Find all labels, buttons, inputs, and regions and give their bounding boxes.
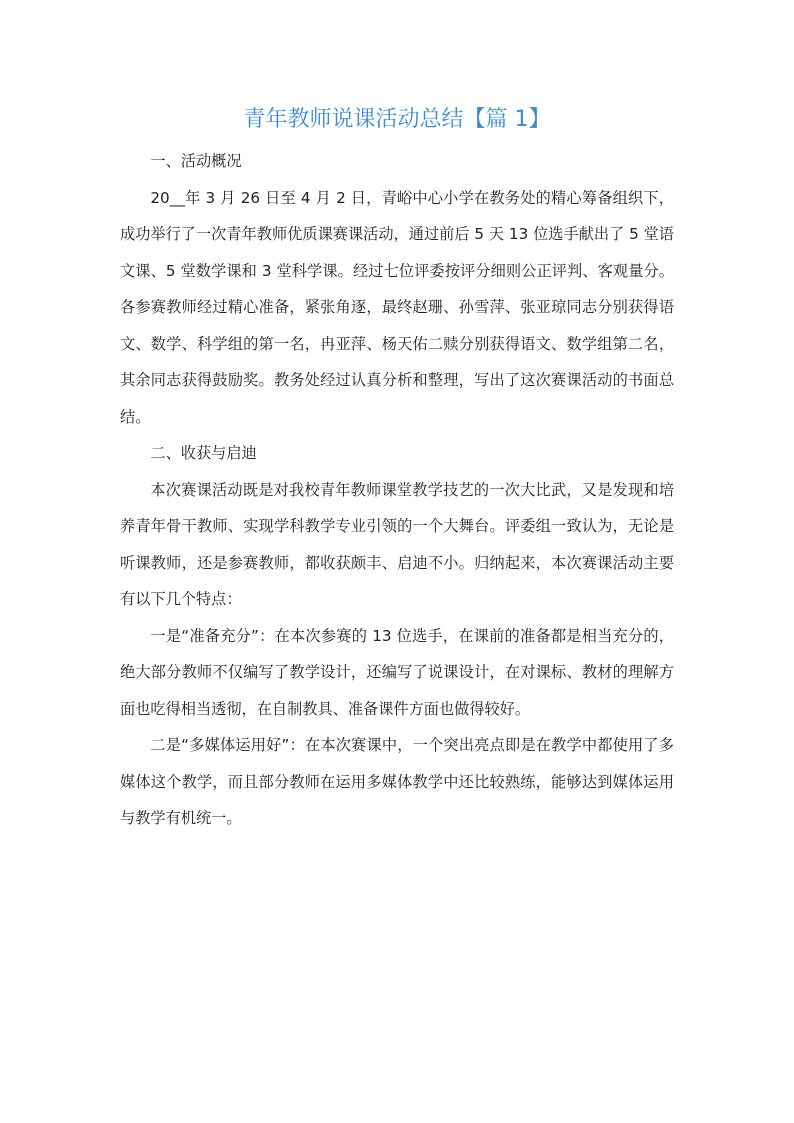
paragraph-gains-intro: 本次赛课活动既是对我校青年教师课堂教学技艺的一次大比武，又是发现和培养青年骨干教师、实现学科教学专业引领的一个大舞台。评委组一致认为，无论是听课教师，还是参赛教师，都收获颇丰、启迪不小。归纳起来，本次赛课活动主要有以下几个特点： [120, 480, 674, 608]
paragraph-point-two: 二是“多媒体运用好”：在本次赛课中，一个突出亮点即是在教学中都使用了多媒体这个教学，而且部分教师在运用多媒体教学中还比较熟练，能够达到媒体运用与教学有机统一。 [120, 736, 674, 827]
section-heading-gains: 二、收获与启迪 [150, 444, 257, 462]
paragraph-point-one: 一是“准备充分”：在本次参赛的 13 位选手，在课前的准备都是相当充分的，绝大部分教师不仅编写了教学设计，还编写了说课设计，在对课标、教材的理解方面也吃得相当透彻，在自制教具、准备课件方面也做得较好。 [120, 626, 674, 718]
paragraph-overview: 20__年 3 月 26 日至 4 月 2 日，青峪中心小学在教务处的精心筹备组织下，成功举行了一次青年教师优质课赛课活动，通过前后 5 天 13 位选手献出了 5 堂语文课、5 堂数学课和 3 堂科学课。经过七位评委按评分细则公正评判、客观量分。各参赛教师经过精心准备，紧张角逐，最终赵珊、孙雪萍、张亚琼同志分别获得语文、数学、科学组的第一名，冉亚萍、杨天佑二赎分别获得语文、数学组第二名，其余同志获得鼓励奖。教务处经过认真分析和整理，写出了这次赛课活动的书面总结。 [120, 188, 674, 426]
document-title: 青年教师说课活动总结【篇 1】 [243, 107, 551, 132]
section-heading-overview: 一、活动概况 [150, 152, 242, 170]
